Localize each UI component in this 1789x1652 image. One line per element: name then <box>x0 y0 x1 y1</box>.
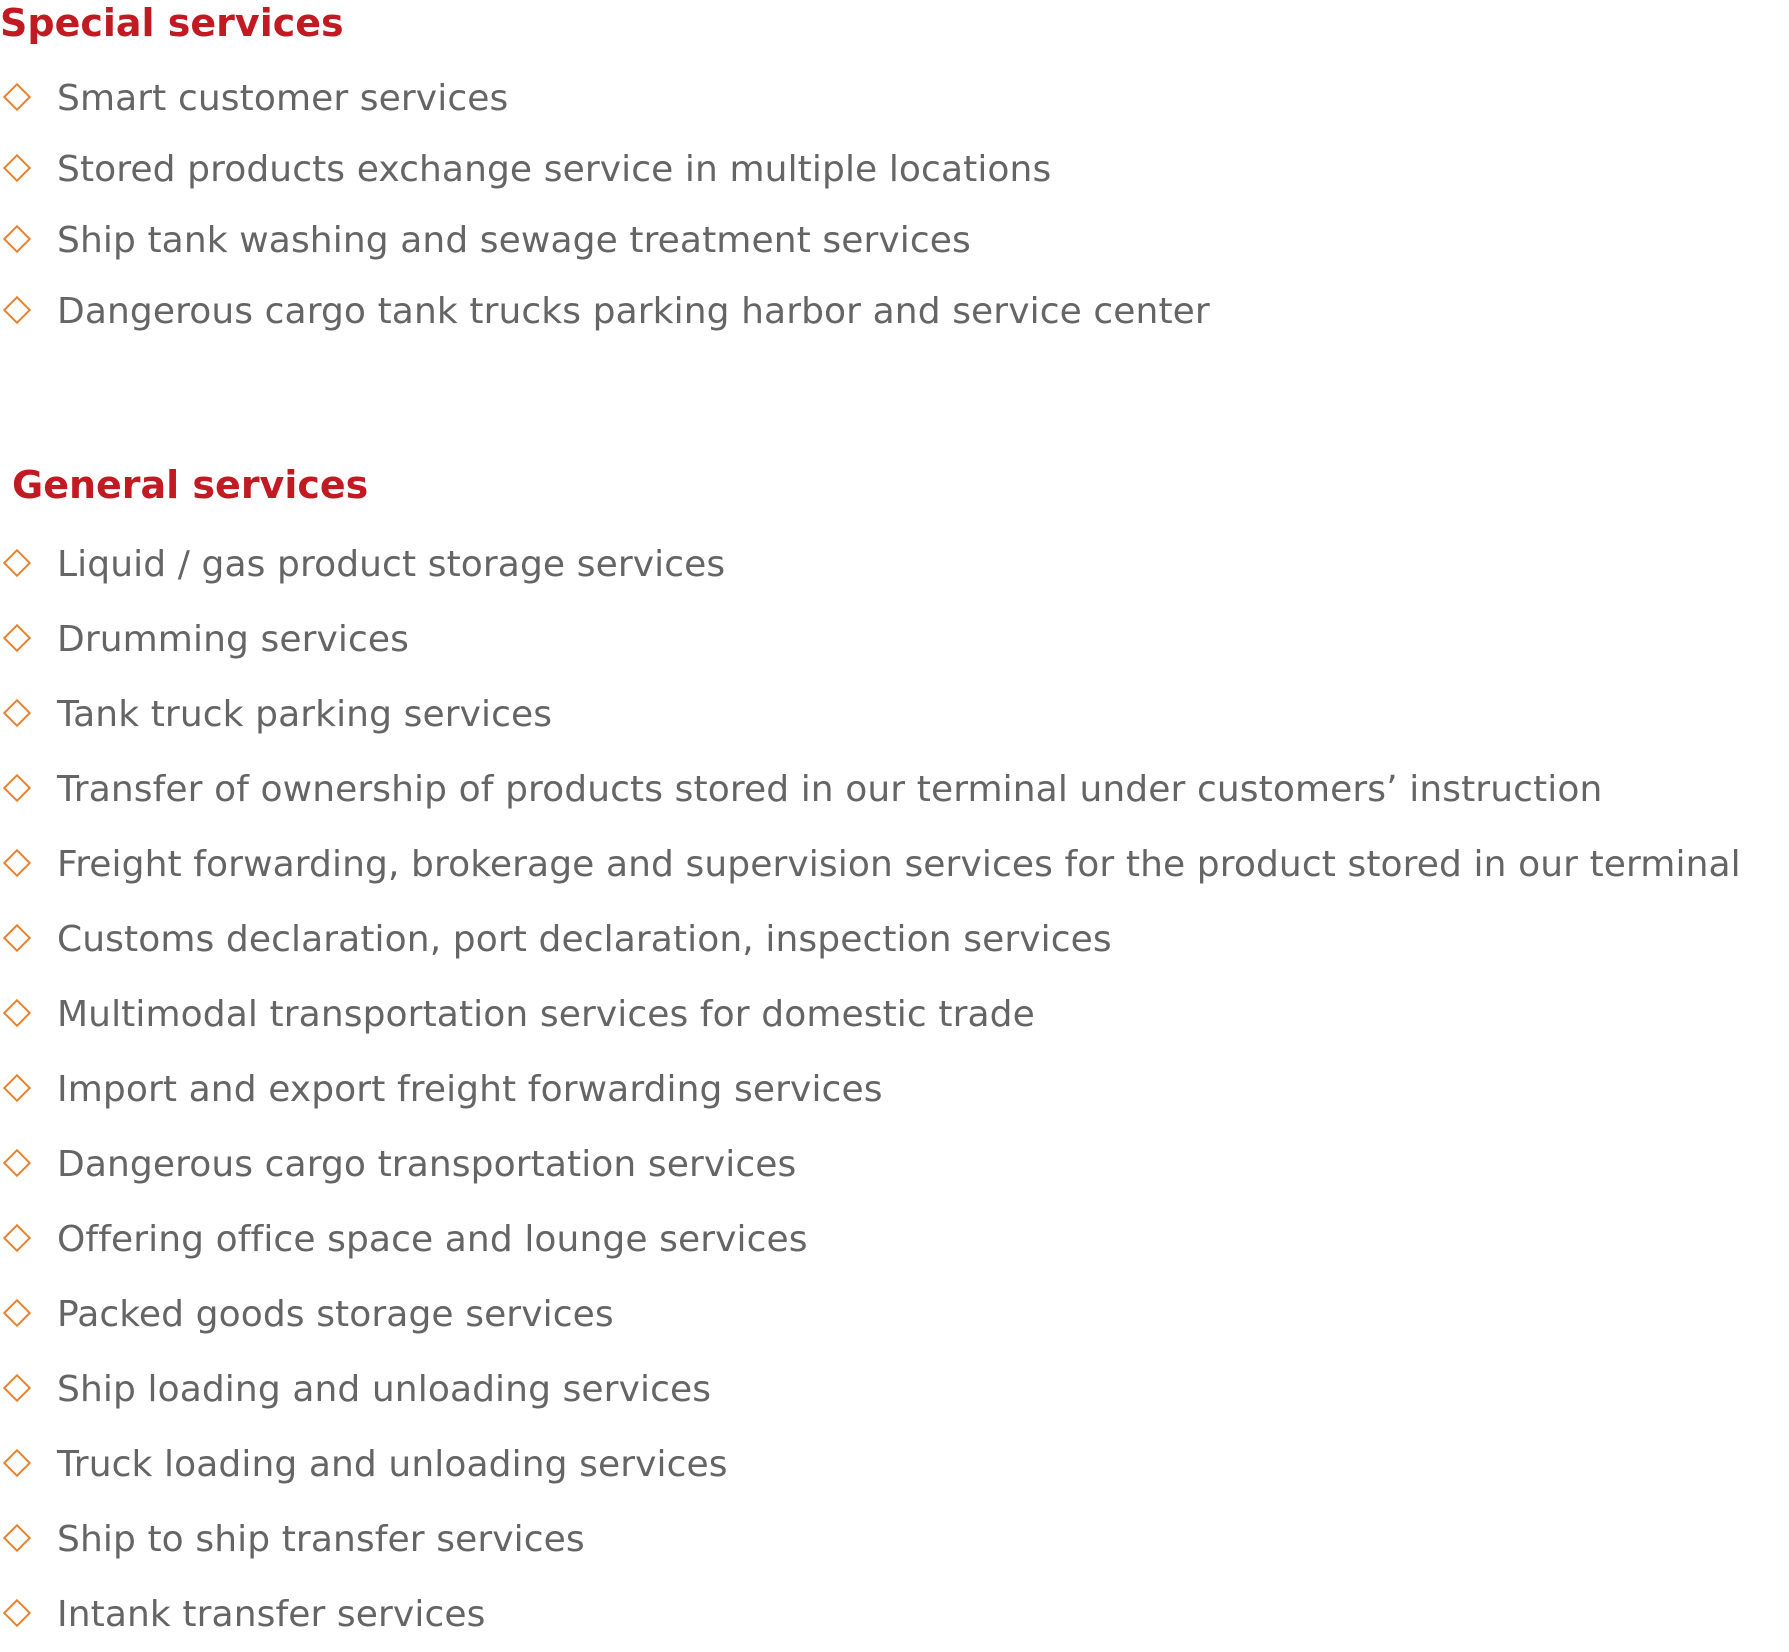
diamond-outline-icon <box>3 1223 31 1251</box>
diamond-outline-icon <box>3 998 31 1026</box>
list-item <box>0 827 1789 902</box>
list-item <box>0 1502 1789 1577</box>
special-services-list <box>0 63 1789 347</box>
list-item-label: Transfer of ownership of products stored in our terminal under customers’ instruction <box>57 769 1603 810</box>
diamond-outline-icon <box>3 848 31 876</box>
list-item-label: Ship tank washing and sewage treatment services <box>57 220 971 261</box>
diamond-outline-icon <box>3 1073 31 1101</box>
list-item-label: Freight forwarding, brokerage and supervision services for the product stored in our terminal <box>57 844 1741 885</box>
list-item <box>0 1052 1789 1127</box>
diamond-outline-icon <box>3 1523 31 1551</box>
special-services-heading: Special services <box>0 1 344 45</box>
list-item-label: Offering office space and lounge services <box>57 1219 808 1260</box>
list-item-label: Import and export freight forwarding services <box>57 1069 883 1110</box>
list-item <box>0 205 1789 276</box>
diamond-outline-icon <box>3 295 31 323</box>
list-item <box>0 1577 1789 1652</box>
diamond-outline-icon <box>3 1448 31 1476</box>
list-item <box>0 602 1789 677</box>
list-item-label: Dangerous cargo transportation services <box>57 1144 797 1185</box>
list-item <box>0 134 1789 205</box>
diamond-outline-icon <box>3 773 31 801</box>
list-item-label: Ship loading and unloading services <box>57 1369 712 1410</box>
list-item-label: Smart customer services <box>57 78 509 119</box>
diamond-outline-icon <box>3 1148 31 1176</box>
diamond-outline-icon <box>3 548 31 576</box>
diamond-outline-icon <box>3 1373 31 1401</box>
list-item <box>0 276 1789 347</box>
general-services-section <box>0 462 1789 1652</box>
list-item-label: Dangerous cargo tank trucks parking harbor and service center <box>57 291 1210 332</box>
list-item-label: Liquid / gas product storage services <box>57 544 726 585</box>
list-item <box>0 527 1789 602</box>
list-item-label: Drumming services <box>57 619 409 660</box>
diamond-outline-icon <box>3 923 31 951</box>
list-item-label: Truck loading and unloading services <box>57 1444 728 1485</box>
diamond-outline-icon <box>3 623 31 651</box>
list-item-label: Intank transfer services <box>57 1594 486 1635</box>
list-item <box>0 977 1789 1052</box>
diamond-outline-icon <box>3 1598 31 1626</box>
diamond-outline-icon <box>3 224 31 252</box>
list-item <box>0 1277 1789 1352</box>
list-item <box>0 902 1789 977</box>
special-services-section <box>0 0 1789 347</box>
general-services-list <box>0 527 1789 1652</box>
general-services-heading: General services <box>12 463 369 507</box>
list-item <box>0 1127 1789 1202</box>
diamond-outline-icon <box>3 82 31 110</box>
list-item <box>0 1427 1789 1502</box>
list-item-label: Ship to ship transfer services <box>57 1519 585 1560</box>
list-item <box>0 63 1789 134</box>
list-item-label: Tank truck parking services <box>57 694 553 735</box>
list-item-label: Customs declaration, port declaration, inspection services <box>57 919 1112 960</box>
list-item-label: Multimodal transportation services for domestic trade <box>57 994 1035 1035</box>
list-item-label: Stored products exchange service in multiple locations <box>57 149 1052 190</box>
list-item <box>0 677 1789 752</box>
diamond-outline-icon <box>3 153 31 181</box>
list-item-label: Packed goods storage services <box>57 1294 614 1335</box>
list-item <box>0 1202 1789 1277</box>
diamond-outline-icon <box>3 1298 31 1326</box>
list-item <box>0 1352 1789 1427</box>
list-item <box>0 752 1789 827</box>
diamond-outline-icon <box>3 698 31 726</box>
